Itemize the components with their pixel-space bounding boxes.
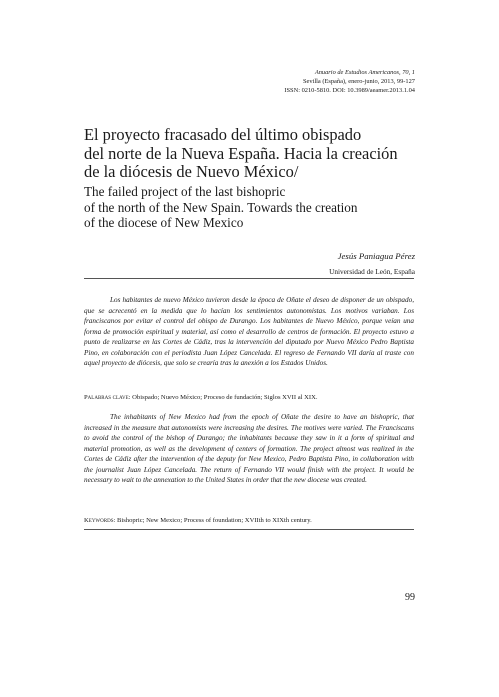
title-en-line: of the diocese of New Mexico bbox=[84, 215, 244, 230]
keywords-en-label: Keywords: bbox=[84, 517, 116, 524]
journal-location-date: Sevilla (España), enero-junio, 2013, 99-127 bbox=[303, 78, 415, 85]
section-divider-top bbox=[84, 278, 414, 279]
title-en-line: The failed project of the last bishopric bbox=[84, 184, 286, 199]
abstract-spanish: Los habitantes de nuevo México tuvieron desde la época de Oñate el deseo de disponer de un obispado, que se acrecentó en la medida que lo hacían los sentimientos autonomistas. Los motivos variaban. Los franciscanos por evitar el control del obispo de Durango. Los habitantes de Nuevo México, porque veían una forma de promoción espiritual y material, así como el desarrollo de centros de formación. El proyecto estuvo a punto de realizarse en las Cortes de Cádiz, tras la intervención del diputado por Nuevo México Pedro Baptista Pino, en colaboración con el periodista Juan López Cancelada. El regreso de Fernando VII daría al traste con aquel proyecto de diócesis, que solo se crearía tras la anexión a los Estados Unidos. bbox=[84, 296, 414, 367]
journal-issn-doi: ISSN: 0210-5810. DOI: 10.3989/aeamer.2013.1.04 bbox=[284, 87, 415, 94]
journal-citation: Anuario de Estudios Americanos, 70, 1 bbox=[314, 69, 415, 76]
journal-header bbox=[284, 68, 415, 95]
page-number: 99 bbox=[405, 592, 415, 603]
article-title-english bbox=[84, 184, 414, 231]
keywords-english bbox=[84, 516, 414, 525]
keywords-spanish bbox=[84, 393, 414, 402]
section-divider-bottom bbox=[84, 529, 414, 530]
abstract-english: The inhabitants of New Mexico had from the epoch of Oñate the desire to have an bishopric, that increased in the measure that autonomists were increasing the desires. The motives were varied. The Franciscans to avoid the control of the bishop of Durango; the inhabitants because they saw in it a form of spiritual and material promotion, as well as the development of centers of formation. The project almost was realized in the Cortes de Cádiz after the intervention of the deputy for New Mexico, Pedro Baptista Pino, in collaboration with the journalist Juan López Cancelada. The return of Fernando VII would finish with the project. It would be necessary to wait to the annexation to the United States in order that the new diocese was created. bbox=[84, 413, 414, 484]
title-es-line: El proyecto fracasado del último obispado bbox=[84, 125, 362, 144]
title-es-line: del norte de la Nueva España. Hacia la creación bbox=[84, 143, 398, 163]
keywords-en-text: Bishopric; New Mexico; Process of foundation; XVIIth to XIXth century. bbox=[116, 517, 312, 524]
keywords-es-text: Obispado; Nuevo México; Proceso de fundación; Siglos XVII al XIX. bbox=[132, 394, 318, 401]
keywords-es-label: Palabras clave: bbox=[84, 394, 131, 401]
author-name: Jesús Paniagua Pérez bbox=[337, 251, 415, 261]
title-en-line: of the north of the New Spain. Towards the creation bbox=[84, 199, 358, 215]
article-title-spanish bbox=[84, 126, 424, 182]
title-es-line: de la diócesis de Nuevo México/ bbox=[84, 162, 299, 181]
author-block bbox=[329, 250, 415, 278]
author-affiliation: Universidad de León, España bbox=[329, 267, 415, 276]
